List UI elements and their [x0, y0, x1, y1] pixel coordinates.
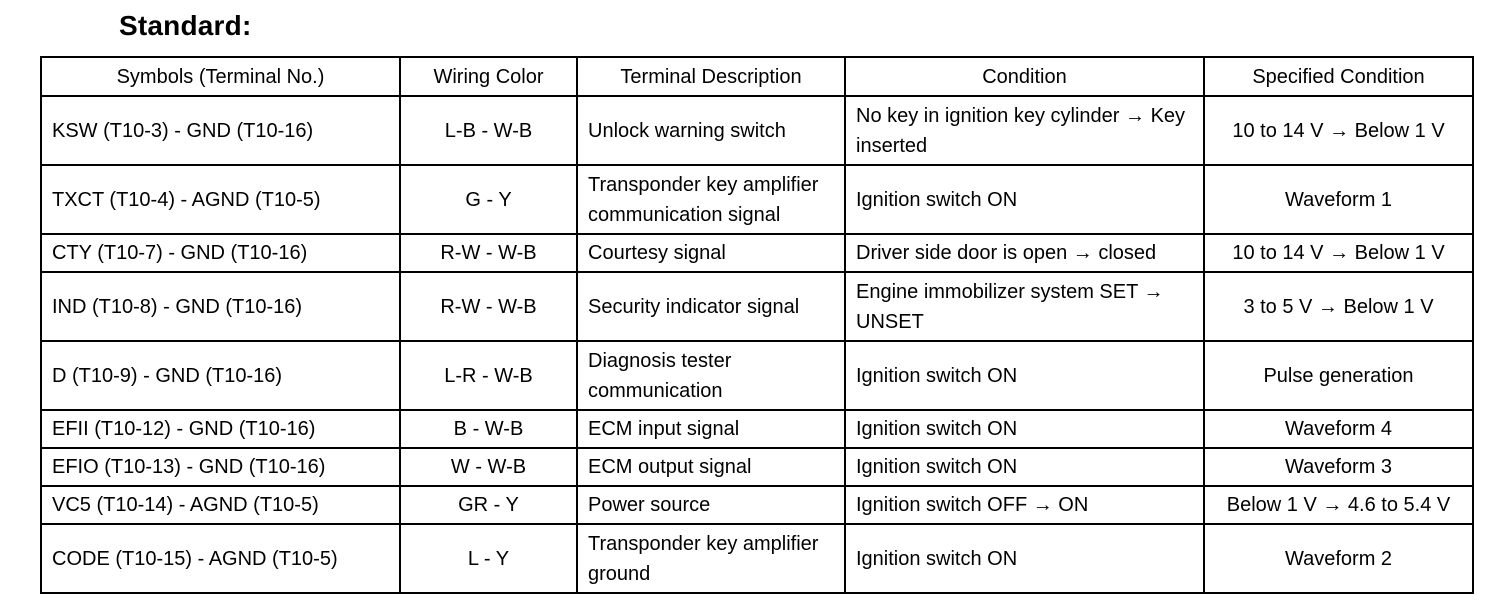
cell-specified-condition: 10 to 14 V → Below 1 V [1204, 96, 1473, 165]
cell-description: Security indicator signal [577, 272, 845, 341]
cell-description: Transponder key amplifier communication signal [577, 165, 845, 234]
table-row [41, 234, 1473, 272]
cell-wiring-color: B - W-B [400, 410, 577, 448]
standard-table [40, 56, 1474, 594]
cell-specified-condition: Waveform 3 [1204, 448, 1473, 486]
cell-wiring-color: R-W - W-B [400, 234, 577, 272]
cell-specified-condition: Waveform 2 [1204, 524, 1473, 593]
table-row [41, 96, 1473, 165]
column-header-terminal-description: Terminal Description [577, 57, 845, 96]
cell-specified-condition: 10 to 14 V → Below 1 V [1204, 234, 1473, 272]
cell-condition: Ignition switch ON [845, 524, 1204, 593]
table-row [41, 448, 1473, 486]
cell-condition: Ignition switch ON [845, 410, 1204, 448]
cell-specified-condition: 3 to 5 V → Below 1 V [1204, 272, 1473, 341]
cell-description: Transponder key amplifier ground [577, 524, 845, 593]
cell-wiring-color: L-B - W-B [400, 96, 577, 165]
cell-symbols: EFIO (T10-13) - GND (T10-16) [41, 448, 400, 486]
cell-description: Unlock warning switch [577, 96, 845, 165]
cell-description: Power source [577, 486, 845, 524]
cell-wiring-color: L-R - W-B [400, 341, 577, 410]
table-row [41, 486, 1473, 524]
cell-condition: Ignition switch ON [845, 341, 1204, 410]
cell-condition: Driver side door is open → closed [845, 234, 1204, 272]
cell-specified-condition: Waveform 4 [1204, 410, 1473, 448]
cell-specified-condition: Waveform 1 [1204, 165, 1473, 234]
table-header-row [41, 57, 1473, 96]
cell-condition: Engine immobilizer system SET → UNSET [845, 272, 1204, 341]
cell-description: Courtesy signal [577, 234, 845, 272]
cell-description: Diagnosis tester communication [577, 341, 845, 410]
cell-symbols: IND (T10-8) - GND (T10-16) [41, 272, 400, 341]
cell-symbols: EFII (T10-12) - GND (T10-16) [41, 410, 400, 448]
column-header-condition: Condition [845, 57, 1204, 96]
cell-symbols: VC5 (T10-14) - AGND (T10-5) [41, 486, 400, 524]
cell-symbols: CODE (T10-15) - AGND (T10-5) [41, 524, 400, 593]
table-row [41, 410, 1473, 448]
column-header-wiring-color: Wiring Color [400, 57, 577, 96]
cell-wiring-color: G - Y [400, 165, 577, 234]
cell-wiring-color: L - Y [400, 524, 577, 593]
cell-description: ECM output signal [577, 448, 845, 486]
table-row [41, 341, 1473, 410]
cell-symbols: D (T10-9) - GND (T10-16) [41, 341, 400, 410]
column-header-symbols: Symbols (Terminal No.) [41, 57, 400, 96]
cell-description: ECM input signal [577, 410, 845, 448]
table-row [41, 165, 1473, 234]
cell-wiring-color: W - W-B [400, 448, 577, 486]
cell-condition: No key in ignition key cylinder → Key inserted [845, 96, 1204, 165]
cell-wiring-color: R-W - W-B [400, 272, 577, 341]
page-heading: Standard: [119, 10, 252, 41]
cell-condition: Ignition switch ON [845, 165, 1204, 234]
cell-specified-condition: Below 1 V → 4.6 to 5.4 V [1204, 486, 1473, 524]
cell-symbols: KSW (T10-3) - GND (T10-16) [41, 96, 400, 165]
cell-condition: Ignition switch OFF → ON [845, 486, 1204, 524]
cell-specified-condition: Pulse generation [1204, 341, 1473, 410]
cell-wiring-color: GR - Y [400, 486, 577, 524]
table-row [41, 524, 1473, 593]
cell-symbols: CTY (T10-7) - GND (T10-16) [41, 234, 400, 272]
column-header-specified-condition: Specified Condition [1204, 57, 1473, 96]
table-row [41, 272, 1473, 341]
cell-symbols: TXCT (T10-4) - AGND (T10-5) [41, 165, 400, 234]
cell-condition: Ignition switch ON [845, 448, 1204, 486]
